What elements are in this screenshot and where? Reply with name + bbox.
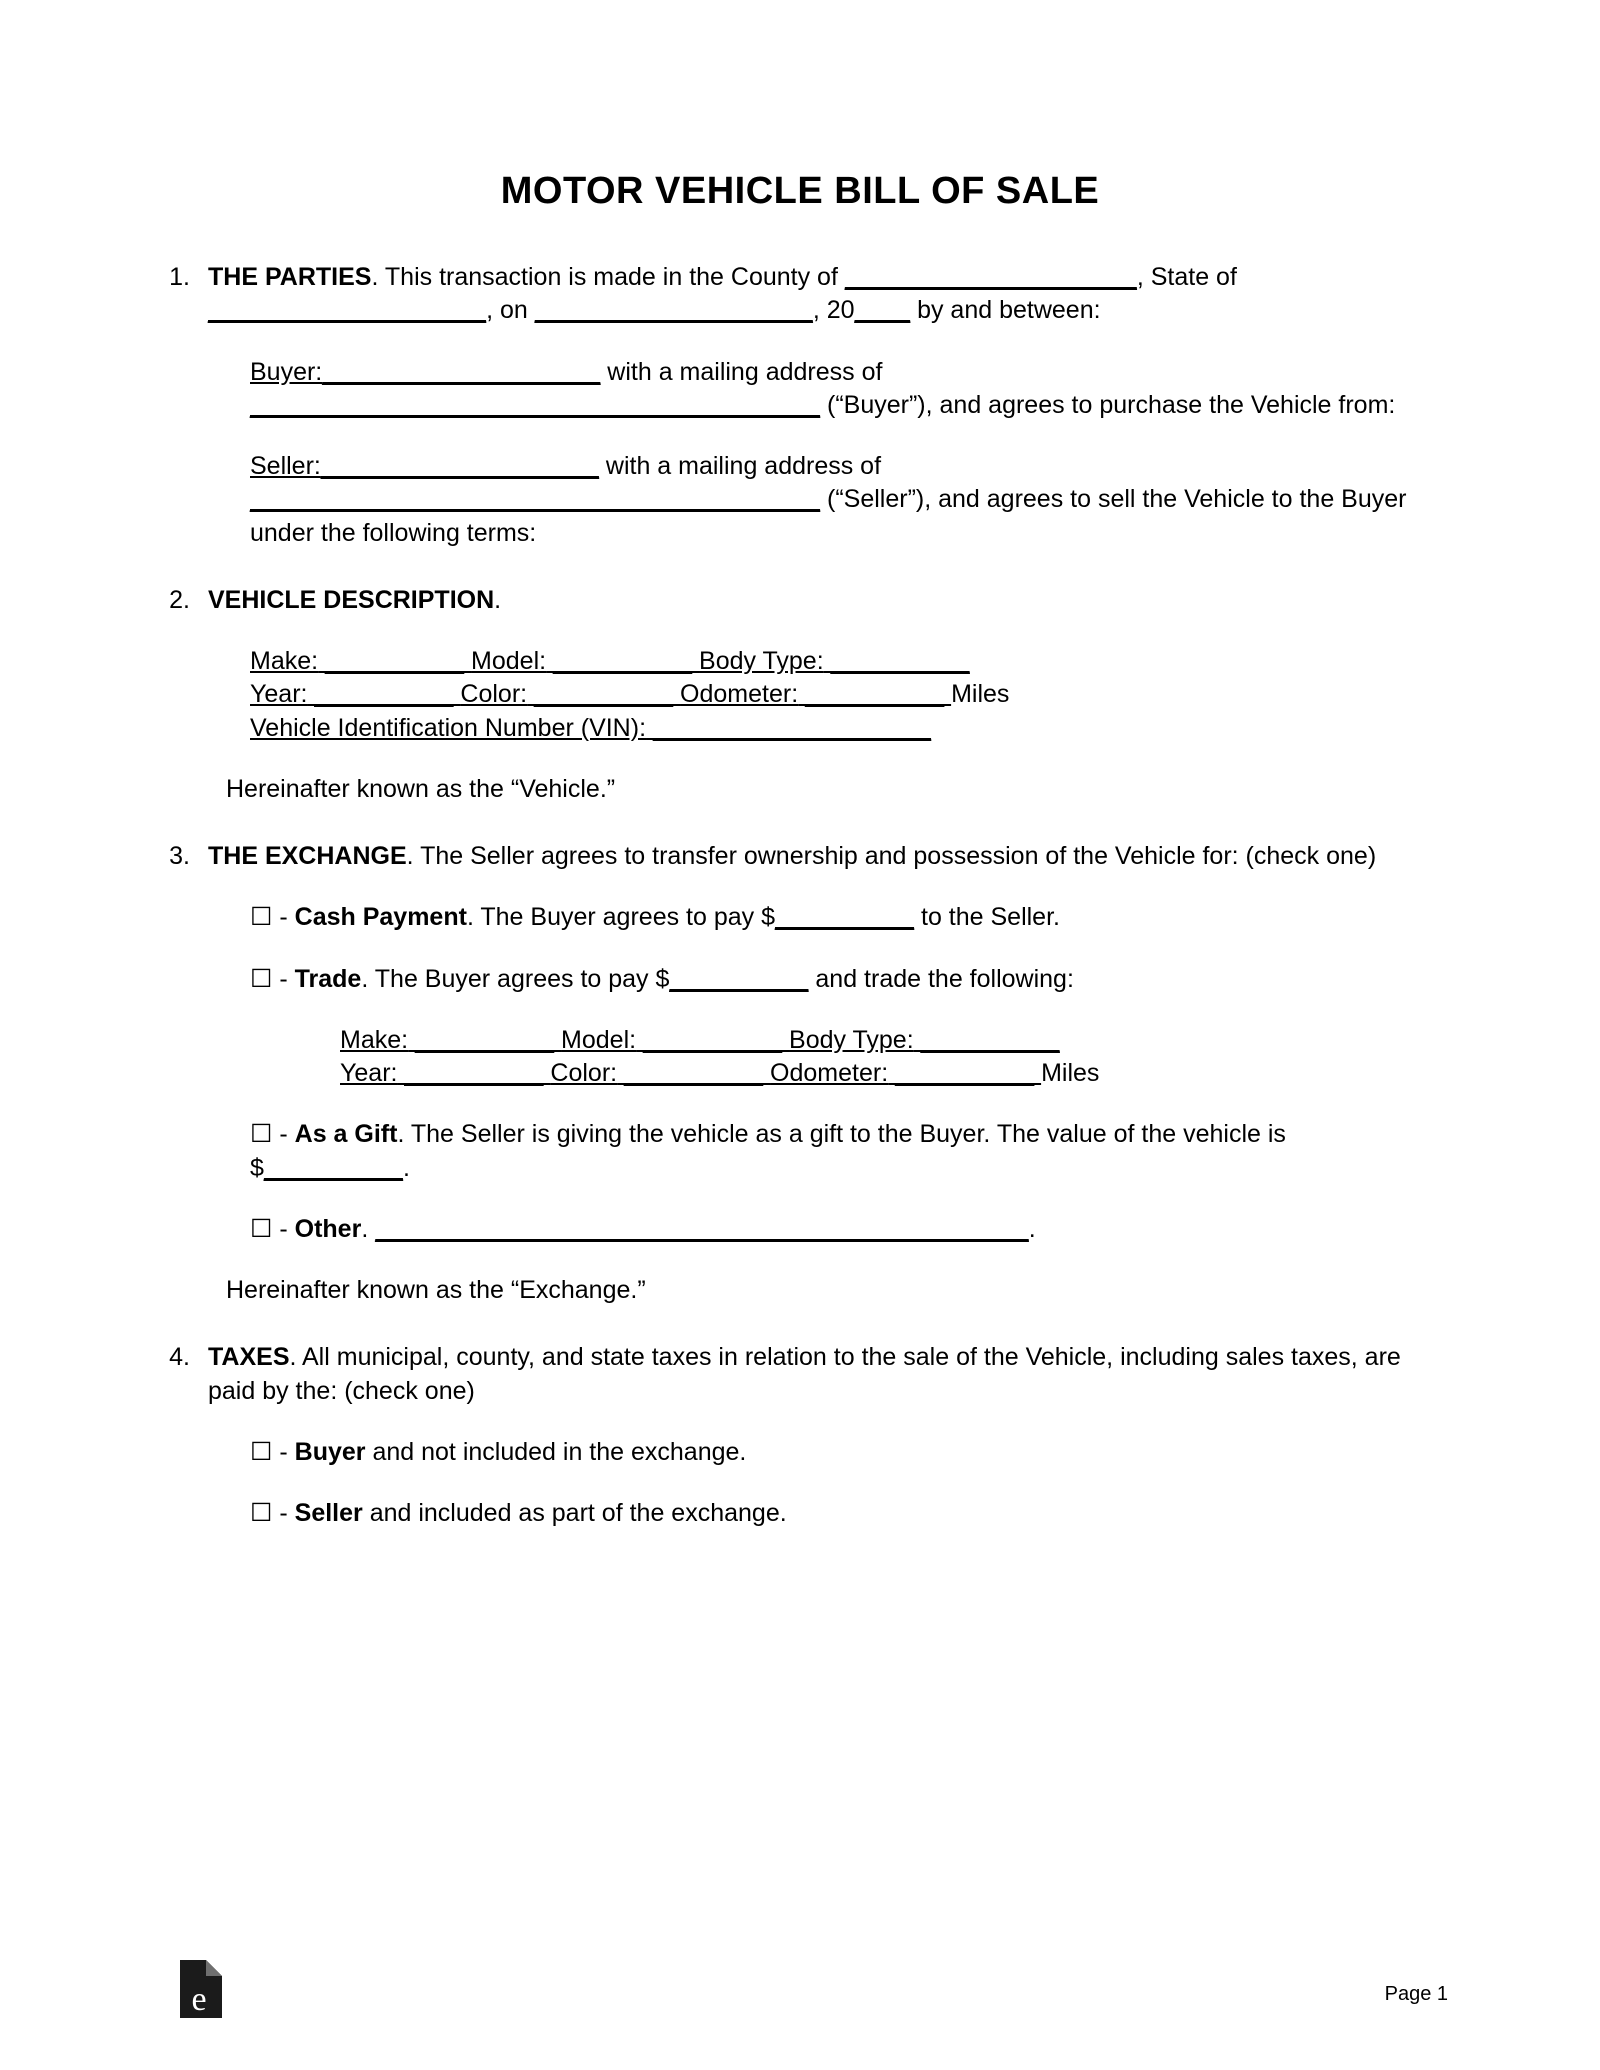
trade-model-label: Model: [561, 1025, 637, 1054]
option-text-a: and not included in the exchange. [365, 1437, 747, 1466]
section-heading: THE PARTIES [208, 263, 372, 291]
checkbox-taxes-seller-icon[interactable]: ☐ [250, 1499, 273, 1527]
vehicle-fields-line-2 [250, 678, 1450, 711]
option-dash: - [272, 1499, 295, 1527]
buyer-name-blank[interactable]: ____________________ [322, 357, 601, 386]
date-blank[interactable]: ____________________ [534, 296, 813, 325]
state-blank[interactable]: ____________________ [208, 296, 487, 325]
other-blank[interactable]: _______________________________________________ [375, 1214, 1029, 1243]
page-footer [0, 1958, 1600, 2018]
body-type-blank[interactable]: __________ [823, 647, 970, 675]
year-label: Year: [250, 680, 308, 709]
checkbox-taxes-buyer-icon[interactable]: ☐ [250, 1437, 273, 1466]
option-label: As a Gift [294, 1120, 398, 1149]
option-text-a: . The Buyer agrees to pay $ [361, 964, 670, 993]
option-text-a: . The Seller is giving the vehicle as a gift to the Buyer. The value of the vehicle is $ [250, 1120, 1286, 1182]
cash-amount-blank[interactable]: __________ [775, 903, 915, 932]
section-body [208, 261, 1450, 328]
option-text-a: . [361, 1214, 376, 1243]
option-text-b: . [402, 1153, 410, 1182]
eforms-logo-icon [176, 1960, 222, 2018]
trade-odometer-blank[interactable]: __________ [888, 1059, 1042, 1087]
option-taxes-buyer[interactable] [250, 1436, 1450, 1469]
trade-color-label: Color: [550, 1059, 618, 1087]
trade-fields-line-1 [340, 1024, 1450, 1057]
parties-intro-e: by and between: [910, 296, 1101, 325]
odometer-label: Odometer: [680, 680, 799, 709]
trade-color-blank[interactable]: __________ [617, 1059, 771, 1087]
checkbox-as-a-gift-icon[interactable]: ☐ [250, 1120, 273, 1149]
checkbox-trade-icon[interactable]: ☐ [250, 964, 273, 993]
color-blank[interactable]: __________ [527, 680, 681, 709]
spacer [150, 1307, 1450, 1341]
spacer [150, 1185, 1450, 1213]
color-label: Color: [460, 680, 528, 709]
section-taxes [150, 1341, 1450, 1408]
odometer-units: Miles [951, 680, 1010, 709]
trade-body-type-label: Body Type: [789, 1025, 914, 1054]
spacer [150, 617, 1450, 645]
option-dash: - [272, 964, 295, 993]
buyer-label: Buyer: [250, 357, 323, 386]
spacer [150, 745, 1450, 773]
section-vehicle-description [150, 584, 1450, 617]
spacer [150, 935, 1450, 963]
spacer [150, 1408, 1450, 1436]
seller-address-blank[interactable]: _________________________________________ [250, 485, 821, 514]
spacer [150, 1246, 1450, 1274]
taxes-intro: . All municipal, county, and state taxes in relation to the sale of the Vehicle, including sales taxes, are paid by the: (check one) [208, 1343, 1401, 1405]
body-type-label: Body Type: [699, 647, 824, 675]
gift-value-blank[interactable]: __________ [263, 1153, 403, 1182]
option-dash: - [272, 903, 295, 932]
vehicle-fields-line-1 [250, 645, 1450, 678]
option-cash-payment[interactable] [250, 901, 1450, 934]
section-body [208, 584, 1450, 617]
buyer-block [250, 356, 1450, 423]
seller-label: Seller: [250, 452, 321, 480]
odometer-blank[interactable]: __________ [798, 680, 952, 709]
make-label: Make: [250, 647, 319, 675]
page-title: MOTOR VEHICLE BILL OF SALE [500, 170, 1100, 212]
vehicle-definition-note: Hereinafter known as the “Vehicle.” [226, 774, 616, 803]
section-body [208, 1341, 1450, 1408]
spacer [150, 422, 1450, 450]
section-number: 1. [169, 263, 190, 291]
buyer-text-b: (“Buyer”), and agrees to purchase the Vehicle from: [820, 390, 1396, 419]
section-number: 3. [169, 842, 190, 870]
spacer [150, 328, 1450, 356]
option-label: Seller [294, 1499, 363, 1527]
spacer [150, 550, 1450, 584]
option-label: Other [294, 1214, 362, 1243]
option-label: Trade [294, 964, 362, 993]
trade-odometer-units: Miles [1041, 1059, 1100, 1087]
year-blank[interactable]: __________ [307, 680, 461, 709]
checkbox-cash-payment-icon[interactable]: ☐ [250, 903, 273, 932]
section-parties [150, 261, 1450, 328]
parties-intro-c: , on [486, 296, 535, 325]
section-number: 4. [169, 1343, 190, 1372]
page-number: Page 1 [1384, 1983, 1448, 2005]
svg-text:e: e [191, 1981, 207, 2018]
year-blank[interactable]: ____ [854, 296, 911, 325]
spacer [150, 806, 1450, 840]
section-body [208, 840, 1450, 873]
seller-name-blank[interactable]: ____________________ [320, 452, 599, 480]
model-blank[interactable]: __________ [546, 647, 700, 675]
option-text-b: and trade the following: [808, 964, 1074, 993]
option-dash: - [272, 1214, 295, 1243]
trade-year-blank[interactable]: __________ [397, 1059, 551, 1087]
option-taxes-seller[interactable] [250, 1497, 1450, 1530]
option-text-b: to the Seller. [914, 903, 1060, 932]
option-label: Cash Payment [294, 903, 467, 932]
parties-intro-d: , 20 [812, 296, 855, 325]
section-heading-suffix: . [494, 585, 502, 614]
vin-line [250, 712, 1450, 745]
option-trade[interactable] [250, 963, 1450, 996]
trade-model-blank[interactable]: __________ [636, 1025, 790, 1054]
trade-year-label: Year: [340, 1059, 398, 1087]
parties-intro-b: , State of [1136, 263, 1237, 291]
spacer [150, 873, 1450, 901]
spacer [150, 996, 1450, 1024]
county-blank[interactable]: _____________________ [844, 263, 1137, 291]
option-text-a: and included as part of the exchange. [362, 1499, 787, 1527]
option-dash: - [272, 1437, 295, 1466]
exchange-definition-note: Hereinafter known as the “Exchange.” [226, 1276, 646, 1304]
parties-intro-a: . This transaction is made in the County of [371, 263, 845, 291]
section-number: 2. [169, 585, 190, 614]
exchange-intro: . The Seller agrees to transfer ownership and possession of the Vehicle for: (check one) [406, 842, 1377, 870]
option-label: Buyer [294, 1437, 366, 1466]
section-heading: THE EXCHANGE [208, 842, 407, 870]
make-blank[interactable]: __________ [318, 647, 472, 675]
spacer [150, 1090, 1450, 1118]
trade-odometer-label: Odometer: [770, 1059, 889, 1087]
trade-body-type-blank[interactable]: __________ [913, 1025, 1060, 1054]
trade-amount-blank[interactable]: __________ [669, 964, 809, 993]
option-text-a: . The Buyer agrees to pay $ [466, 903, 775, 932]
seller-text-a: with a mailing address of [598, 452, 882, 480]
buyer-text-a: with a mailing address of [600, 357, 883, 386]
checkbox-other-icon[interactable]: ☐ [250, 1214, 273, 1243]
option-as-a-gift[interactable] [250, 1118, 1450, 1185]
option-dash: - [272, 1120, 295, 1149]
vin-blank[interactable]: ____________________ [646, 713, 932, 742]
option-text-b: . [1028, 1214, 1036, 1243]
trade-make-blank[interactable]: __________ [408, 1025, 562, 1054]
section-heading: VEHICLE DESCRIPTION [208, 585, 495, 614]
section-exchange [150, 840, 1450, 873]
trade-make-label: Make: [340, 1025, 409, 1054]
seller-block [250, 450, 1450, 550]
trade-fields-line-2 [340, 1057, 1450, 1090]
option-other[interactable] [250, 1213, 1450, 1246]
model-label: Model: [471, 647, 547, 675]
spacer [150, 1469, 1450, 1497]
buyer-address-blank[interactable]: _________________________________________ [250, 390, 821, 419]
seller-text-b: (“Seller”), and agrees to sell the Vehicle to the Buyer under the following terms: [250, 485, 1407, 547]
section-heading: TAXES [208, 1343, 290, 1372]
vin-label: Vehicle Identification Number (VIN): [250, 713, 647, 742]
